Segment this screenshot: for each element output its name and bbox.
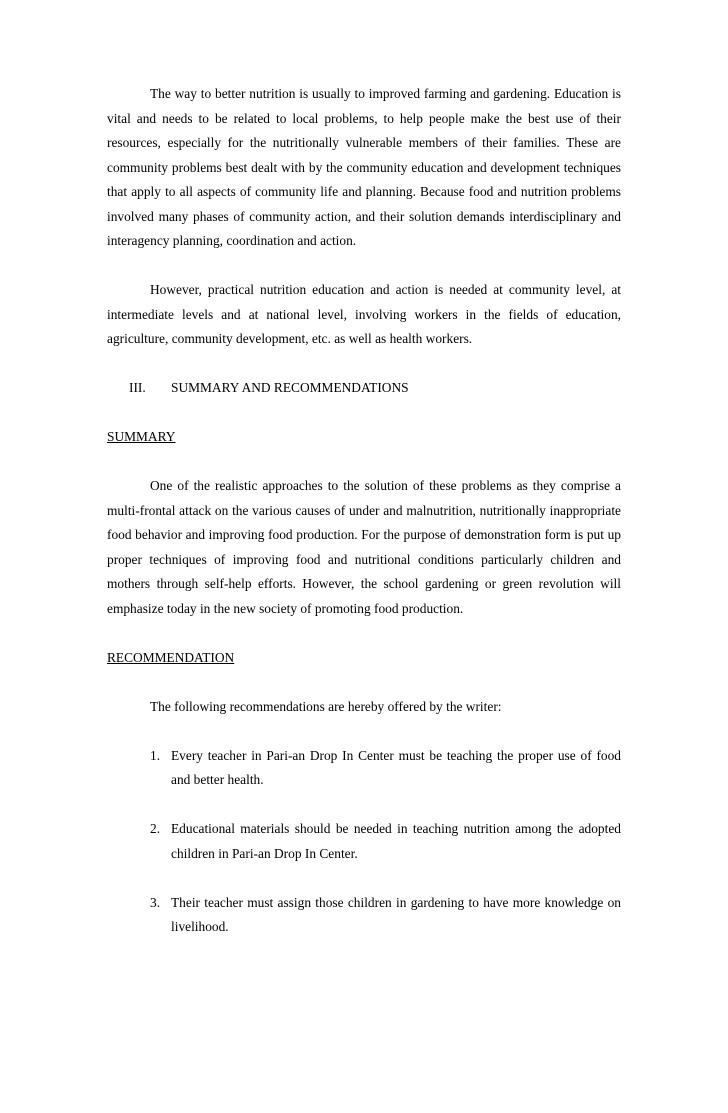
section-title: SUMMARY AND RECOMMENDATIONS: [171, 380, 409, 395]
list-item-text: Educational materials should be needed in teaching nutrition among the adopted children in Pari-an Drop In Center.: [171, 821, 621, 861]
section-number: III.: [129, 380, 146, 395]
list-item-marker: 2.: [150, 821, 161, 836]
list-item-text: Their teacher must assign those children in gardening to have more knowledge on livelihood.: [171, 894, 621, 934]
summary-heading: SUMMARY: [107, 429, 176, 444]
list-item-text: Every teacher in Pari-an Drop In Center must be teaching the proper use of food and better health.: [171, 747, 621, 787]
recommendation-intro: The following recommendations are hereby offered by the writer:: [150, 698, 502, 714]
list-item-marker: 1.: [150, 747, 161, 763]
list-item: [107, 891, 621, 940]
recommendation-heading: RECOMMENDATION: [107, 649, 235, 665]
list-item-marker: 3.: [150, 894, 161, 910]
paragraph-practical-nutrition: However, practical nutrition education and action is needed at community level, at intermediate levels and at national level, involving workers in the fields of education, agriculture, community development, etc. as well as health workers.: [107, 282, 621, 346]
document-page: [107, 82, 621, 940]
paragraph-better-nutrition: The way to better nutrition is usually to improved farming and gardening. Education is vital and needs to be related to local problems, to help people make the best use of their resources, especially for the nutritionally vulnerable members of their families. These are community problems best dealt with by the community education and development techniques that apply to all aspects of community life and planning. Because food and nutrition problems involved many phases of community action, and their solution demands interdisciplinary and interagency planning, coordination and action.: [107, 86, 621, 248]
list-item: [107, 744, 621, 793]
section-heading: [107, 376, 621, 401]
list-item: [107, 817, 621, 866]
recommendation-list: [107, 744, 621, 940]
summary-paragraph: One of the realistic approaches to the solution of these problems as they comprise a multi-frontal attack on the various causes of under and malnutrition, nutritionally inappropriate food behavior and improving food production. For the purpose of demonstration form is put up proper techniques of improving food and nutritional conditions particularly children and mothers through self-help efforts. However, the school gardening or green revolution will emphasize today in the new society of promoting food production.: [107, 478, 621, 616]
